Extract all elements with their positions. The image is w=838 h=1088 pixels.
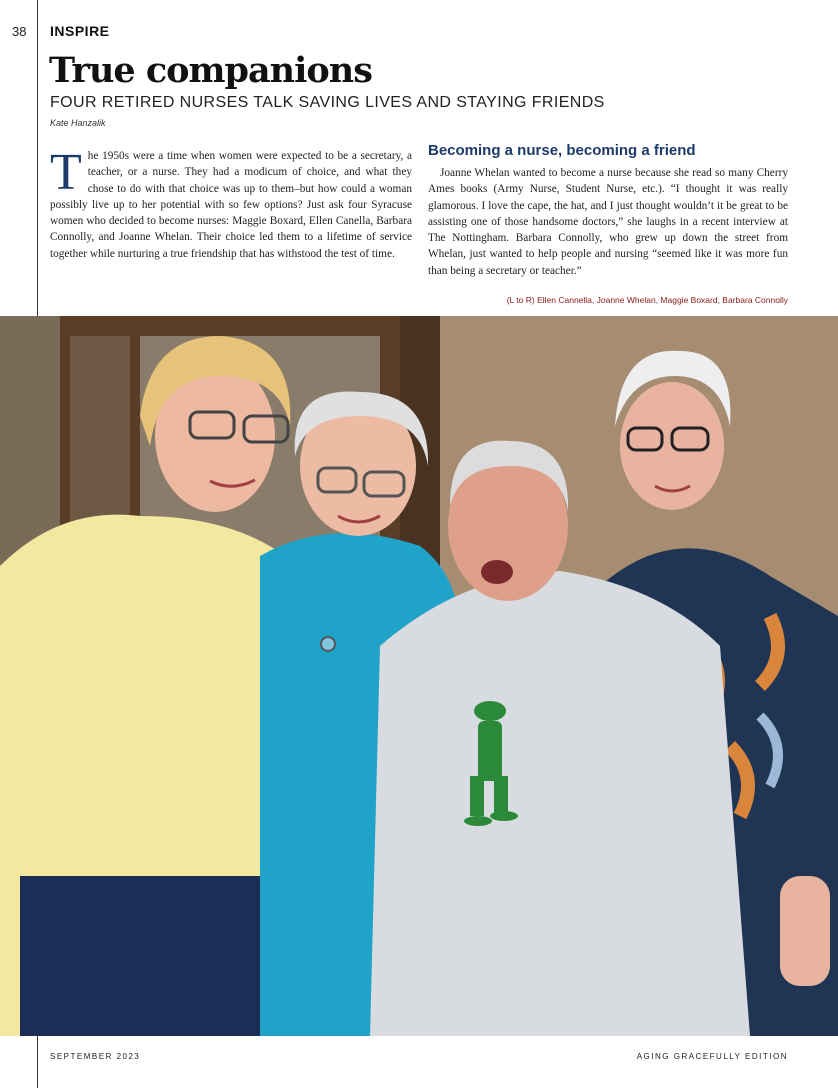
drop-cap: T bbox=[50, 144, 82, 201]
section-paragraph: Joanne Whelan wanted to become a nurse because she read so many Cherry Ames books (Army Nurse, Student Nurse, etc.). “I thought it was really glamorous. I love the cape, the hat, and I just thought wouldn’t it be great to be assisting one of those handsome doctors,” she laughs in a recent interview at The Nottingham. Barbara Connolly, who grew up down the street from Whelan, just wanted to help people and nursing “seemed like it was more fun than being a secretary or teacher.” bbox=[428, 167, 788, 277]
page-number: 38 bbox=[12, 24, 27, 39]
section-label: INSPIRE bbox=[50, 23, 110, 39]
intro-text: he 1950s were a time when women were expected to be a secretary, a teacher, or a nurse. They had a modicum of choice, and what they chose to do with that choice was up to them–but how could a woman possibly live up to her potential with so few options? Just ask four Syracuse women who decided to become nurses: Maggie Boxard, Ellen Canella, Barbara Connolly, and Joanne Whelan. Their choice led them to a lifetime of service together while nurturing a true friendship that has withstood the test of time. bbox=[50, 150, 412, 260]
intro-paragraph bbox=[50, 144, 412, 262]
footer-edition: AGING GRACEFULLY EDITION bbox=[636, 1052, 788, 1061]
article-subtitle: FOUR RETIRED NURSES TALK SAVING LIVES AND STAYING FRIENDS bbox=[50, 94, 605, 111]
byline: Kate Hanzalik bbox=[50, 118, 106, 128]
article-title: True companions bbox=[49, 50, 372, 91]
footer-date: SEPTEMBER 2023 bbox=[50, 1052, 141, 1061]
group-photo bbox=[0, 316, 838, 1036]
section-heading: Becoming a nurse, becoming a friend bbox=[428, 142, 696, 159]
photo-caption: (L to R) Ellen Cannella, Joanne Whelan, Maggie Boxard, Barbara Connolly bbox=[506, 295, 788, 305]
